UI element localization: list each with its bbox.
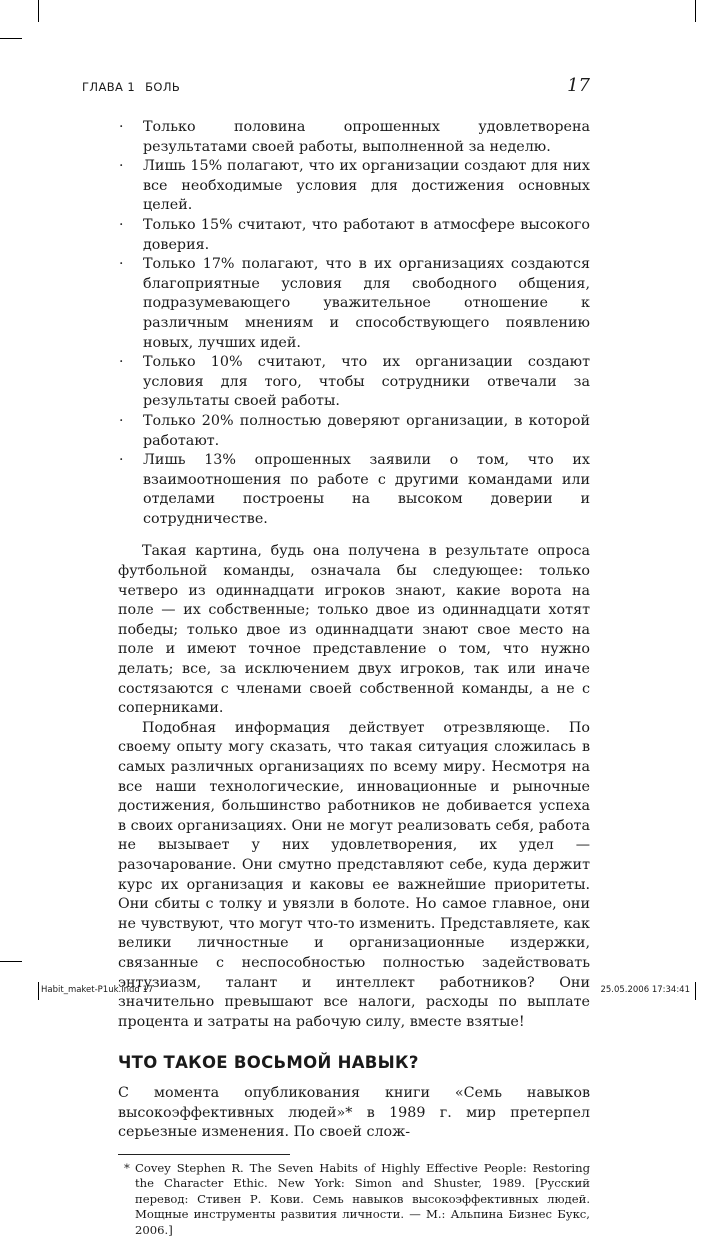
list-item (118, 412, 590, 451)
running-head (82, 80, 180, 94)
crop-mark-bottom-left (38, 982, 39, 1000)
bullet-icon: · (119, 119, 124, 135)
page-body (118, 118, 590, 1239)
footnote (118, 1161, 590, 1239)
crop-mark-top-left-h (0, 38, 22, 39)
list-item-text: Только 15% считают, что работают в атмосфере высокого доверия. (143, 216, 590, 253)
list-item (118, 451, 590, 529)
bullet-icon: · (119, 158, 124, 175)
footnote-text: Covey Stephen R. The Seven Habits of Highly Effective People: Restoring the Character Ethic. New York: Simon and Shuster, 1989. [Русский перевод: Стивен Р. Кови. Семь навыков высокоэффективных людей. Мощные инструменты развития личности. — М.: Альпина Бизнес Букс, 2006.] (135, 1160, 590, 1238)
bullet-icon: · (119, 216, 124, 233)
footnote-mark: * (124, 1160, 130, 1175)
crop-mark-bottom-right (695, 982, 696, 1000)
list-item (118, 118, 590, 157)
crop-mark-top-left (38, 0, 39, 22)
crop-mark-bottom-left-h (0, 961, 22, 962)
statistics-list (118, 118, 590, 529)
page-header (82, 75, 590, 96)
list-item (118, 353, 590, 412)
slug-filename: Habit_maket-P1uk.indd 17 (41, 985, 154, 995)
chapter-label: ГЛАВА 1 (82, 80, 136, 94)
list-item-text: Только 17% полагают, что в их организациях создаются благоприятные условия для свободного общения, подразумевающего уважительное отношение к различным мнениям и способствующего появлению новых, лучших идей. (143, 256, 590, 351)
bullet-icon: · (119, 412, 124, 429)
page-number: 17 (567, 75, 590, 96)
list-item-text: Лишь 15% полагают, что их организации создают для них все необходимые условия для достижения основных целей. (143, 158, 590, 214)
crop-mark-top-right (695, 0, 696, 22)
list-item (118, 216, 590, 255)
bullet-icon: · (119, 354, 124, 371)
body-paragraph: Подобная информация действует отрезвляюще. По своему опыту могу сказать, что такая ситуация сложилась в самых различных организациях по всему миру. Несмотря на все наши технологические, инновационные и рыночные достижения, большинство работников не добивается успеха в своих организациях. Они не могут реализовать себя, работа не вызывает у них удовлетворения, их удел — разочарование. Они смутно представляют себе, куда держит курс их организация и каковы ее важнейшие приоритеты. Они сбиты с толку и увязли в болоте. Но самое главное, они не чувствуют, что могут что-то изменить. Представляете, как велики личностные и организационные издержки, связанные с неспособностью полностью задействовать энтузиазм, талант и интеллект работников? Они значительно превышают все налоги, расходы по выплате процента и затраты на рабочую силу, вместе взятые! (118, 719, 590, 1030)
print-slug (41, 985, 690, 995)
bullet-icon: · (119, 256, 124, 273)
section-heading: ЧТО ТАКОЕ ВОСЬМОЙ НАВЫК? (118, 1053, 419, 1073)
list-item (118, 157, 590, 216)
list-item-text: Только 10% считают, что их организации создают условия для того, чтобы сотрудники отвечали за результаты своей работы. (143, 354, 590, 410)
list-item (118, 255, 590, 353)
slug-datetime: 25.05.2006 17:34:41 (600, 985, 690, 995)
chapter-title: БОЛЬ (145, 80, 181, 94)
footnote-divider (118, 1154, 290, 1155)
body-paragraph: Такая картина, будь она получена в результате опроса футбольной команды, означала бы следующее: только четверо из одиннадцати игроков знают, какие ворота на поле — их собственные; только двое из одиннадцати хотят победы; только двое из одиннадцати знают свое место на поле и имеют точное представление о том, что нужно делать; все, за исключением двух игроков, так или иначе состязаются с членами своей собственной команды, а не с соперниками. (118, 543, 590, 717)
section-paragraph: С момента опубликования книги «Семь навыков высокоэффективных людей»* в 1989 г. мир претерпел серьезные изменения. По своей слож- (118, 1084, 590, 1141)
list-item-text: Только 20% полностью доверяют организации, в которой работают. (143, 412, 590, 449)
bullet-icon: · (119, 452, 124, 469)
list-item-text: Только половина опрошенных удовлетворена результатами своей работы, выполненной за неделю. (143, 119, 590, 155)
list-item-text: Лишь 13% опрошенных заявили о том, что их взаимоотношения по работе с другими командами или отделами построены на высоком доверии и сотрудничестве. (143, 452, 590, 527)
